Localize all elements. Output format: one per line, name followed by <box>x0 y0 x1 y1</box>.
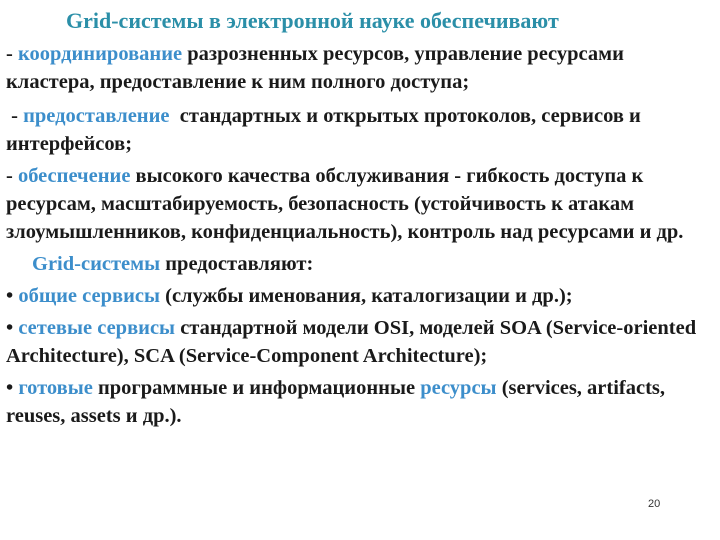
bullet-text: программные и информационные <box>92 377 421 399</box>
paragraph-provision <box>6 102 714 158</box>
highlight-provision: предоставление <box>23 105 170 127</box>
highlight-ready: готовые <box>18 377 93 399</box>
bullet-ready-resources <box>6 374 714 430</box>
highlight-network-services: сетевые сервисы <box>18 317 176 339</box>
bullet-text: стандартной модели OSI, моделей SOA (Service-oriented Architecture), SCA (Service-Component Architecture); <box>6 317 697 367</box>
bullet-text: (services, artifacts, reuses, assets и др.). <box>6 377 666 427</box>
dash-prefix: - <box>6 43 18 65</box>
slide-number: 20 <box>648 498 661 510</box>
slide-title: Grid-системы в электронной науке обеспечивают <box>66 8 559 33</box>
paragraph-text: разрозненных ресурсов, управление ресурсами кластера, предоставление к ним полного доступа; <box>6 43 624 93</box>
highlight-general-services: общие сервисы <box>18 285 160 307</box>
highlight-quality: обеспечение <box>17 165 131 187</box>
paragraph-grid-provides <box>6 250 714 278</box>
bullet-icon: • <box>6 285 19 307</box>
bullet-network-services <box>6 314 714 370</box>
slide-body <box>6 40 714 430</box>
highlight-resources: ресурсы <box>420 377 497 399</box>
highlight-coordination: координирование <box>17 43 183 65</box>
dash-prefix: - <box>6 165 18 187</box>
bullet-icon: • <box>6 377 19 399</box>
paragraph-coordination <box>6 40 714 96</box>
paragraph-text: предоставляют: <box>160 253 314 275</box>
bullet-text: (службы именования, каталогизации и др.); <box>160 285 573 307</box>
dash-prefix: - <box>6 105 24 127</box>
bullet-icon: • <box>6 317 19 339</box>
paragraph-text: высокого качества обслуживания - гибкость доступа к ресурсам, масштабируемость, безопасность (устойчивость к атакам злоумышленников, конфиденциальность), контроль над ресурсами и др. <box>6 165 684 243</box>
paragraph-quality <box>6 162 714 246</box>
bullet-general-services <box>6 282 714 310</box>
highlight-grid-systems: Grid-системы <box>32 253 161 275</box>
paragraph-text: стандартных и открытых протоколов, сервисов и интерфейсов; <box>6 105 646 155</box>
